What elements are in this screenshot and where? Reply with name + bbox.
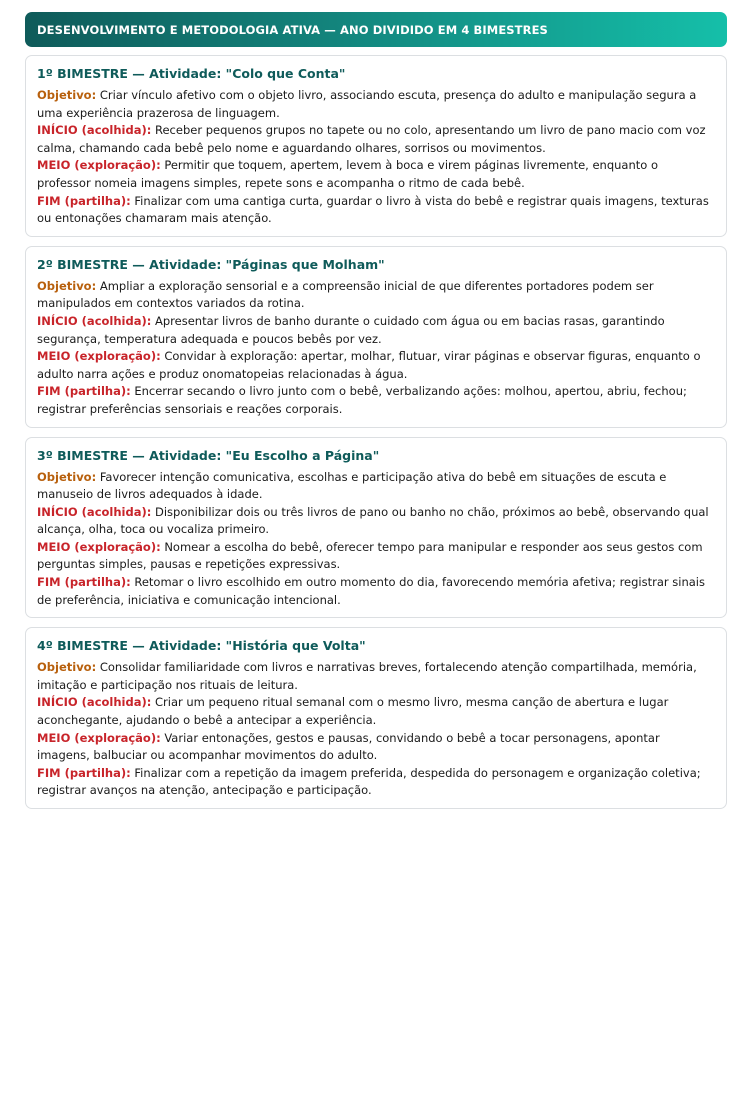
- objetivo-text: Criar vínculo afetivo com o objeto livro, associando escuta, presença do adulto e manipulação segura a uma experiência prazerosa de linguagem.: [37, 88, 697, 120]
- bimestre-title: 3º BIMESTRE — Atividade: "Eu Escolho a Página": [37, 447, 380, 463]
- objetivo-text: Ampliar a exploração sensorial e a compreensão inicial de que diferentes portadores podem ser manipulados em contextos variados da rotina.: [37, 278, 654, 311]
- bimestre-card-1: [25, 55, 727, 237]
- inicio-label: INÍCIO (acolhida):: [37, 504, 152, 519]
- section-banner: [25, 12, 727, 47]
- fim-paragraph: [37, 193, 714, 228]
- fim-text: Encerrar secando o livro junto com o bebê, verbalizando ações: molhou, apertou, abriu, fechou; registrar preferências sensoriais e reações corporais.: [37, 384, 687, 416]
- meio-label: MEIO (exploração):: [37, 158, 161, 173]
- fim-paragraph: [37, 574, 714, 609]
- bimestre-card-3: [25, 437, 727, 619]
- inicio-paragraph: [37, 313, 714, 348]
- inicio-paragraph: [37, 122, 714, 157]
- inicio-text: Receber pequenos grupos no tapete ou no colo, apresentando um livro de pano macio com voz calma, chamando cada bebê pelo nome e aguardando olhares, sorrisos ou movimentos.: [37, 123, 706, 155]
- bimestre-title: 1º BIMESTRE — Atividade: "Colo que Conta": [37, 66, 346, 81]
- fim-label: FIM (partilha):: [37, 575, 131, 590]
- inicio-label: INÍCIO (acolhida):: [37, 123, 152, 138]
- bimestre-card-4: [25, 627, 727, 809]
- meio-paragraph: [37, 157, 714, 192]
- objetivo-label: Objetivo:: [37, 88, 97, 102]
- meio-paragraph: [37, 539, 714, 574]
- meio-text: Permitir que toquem, apertem, levem à boca e virem páginas livremente, enquanto o professor nomeia imagens simples, repete sons e acompanha o ritmo de cada bebê.: [37, 158, 658, 190]
- inicio-paragraph: [37, 694, 714, 729]
- fim-text: Retomar o livro escolhido em outro momento do dia, favorecendo memória afetiva; registrar sinais de preferência, iniciativa e comunicação intencional.: [37, 575, 705, 607]
- meio-text: Convidar à exploração: apertar, molhar, flutuar, virar páginas e observar figuras, enquanto o adulto narra ações e produz onomatopeias relacionadas à água.: [37, 349, 701, 381]
- fim-text: Finalizar com uma cantiga curta, guardar o livro à vista do bebê e registrar quais imagens, texturas ou entonações chamaram mais atenção.: [37, 193, 709, 226]
- objetivo-paragraph: [37, 87, 714, 122]
- objetivo-paragraph: [37, 469, 714, 504]
- meio-paragraph: [37, 730, 714, 765]
- inicio-label: INÍCIO (acolhida):: [37, 313, 152, 328]
- fim-paragraph: [37, 765, 714, 800]
- fim-text: Finalizar com a repetição da imagem preferida, despedida do personagem e organização coletiva; registrar avanços na atenção, antecipação e participação.: [37, 765, 701, 798]
- inicio-text: Apresentar livros de banho durante o cuidado com água ou em bacias rasas, garantindo segurança, temperatura adequada e poucos bebês por vez.: [37, 313, 665, 346]
- fim-label: FIM (partilha):: [37, 193, 131, 208]
- objetivo-label: Objetivo:: [37, 469, 97, 484]
- meio-text: Nomear a escolha do bebê, oferecer tempo para manipular e responder aos seus gestos com perguntas simples, pausas e repetições expressivas.: [37, 539, 703, 572]
- bimestre-card-2: [25, 246, 727, 428]
- inicio-paragraph: [37, 504, 714, 539]
- meio-paragraph: [37, 348, 714, 383]
- meio-label: MEIO (exploração):: [37, 349, 161, 364]
- fim-label: FIM (partilha):: [37, 765, 131, 780]
- objetivo-paragraph: [37, 278, 714, 313]
- objetivo-label: Objetivo:: [37, 660, 97, 675]
- objetivo-paragraph: [37, 659, 714, 694]
- inicio-text: Disponibilizar dois ou três livros de pano ou banho no chão, próximos ao bebê, observando qual alcança, olha, toca ou vocaliza primeiro.: [37, 504, 709, 537]
- fim-label: FIM (partilha):: [37, 384, 131, 399]
- bimestre-title: 4º BIMESTRE — Atividade: "História que Volta": [37, 638, 366, 654]
- meio-label: MEIO (exploração):: [37, 539, 161, 554]
- meio-label: MEIO (exploração):: [37, 730, 161, 745]
- objetivo-label: Objetivo:: [37, 278, 97, 293]
- inicio-text: Criar um pequeno ritual semanal com o mesmo livro, mesma canção de abertura e lugar aconchegante, ajudando o bebê a antecipar a experiência.: [37, 695, 669, 728]
- objetivo-text: Favorecer intenção comunicativa, escolhas e participação ativa do bebê em situações de escuta e manuseio de livros adequados à idade.: [37, 469, 667, 502]
- inicio-label: INÍCIO (acolhida):: [37, 695, 152, 710]
- meio-text: Variar entonações, gestos e pausas, convidando o bebê a tocar personagens, apontar imagens, balbuciar ou acompanhar movimentos do adulto.: [37, 730, 660, 763]
- bimestre-title: 2º BIMESTRE — Atividade: "Páginas que Molham": [37, 256, 385, 272]
- fim-paragraph: [37, 383, 714, 418]
- banner-title: DESENVOLVIMENTO E METODOLOGIA ATIVA — ANO DIVIDIDO EM 4 BIMESTRES: [37, 22, 548, 37]
- objetivo-text: Consolidar familiaridade com livros e narrativas breves, fortalecendo atenção compartilhada, memória, imitação e participação nos rituais de leitura.: [37, 660, 697, 692]
